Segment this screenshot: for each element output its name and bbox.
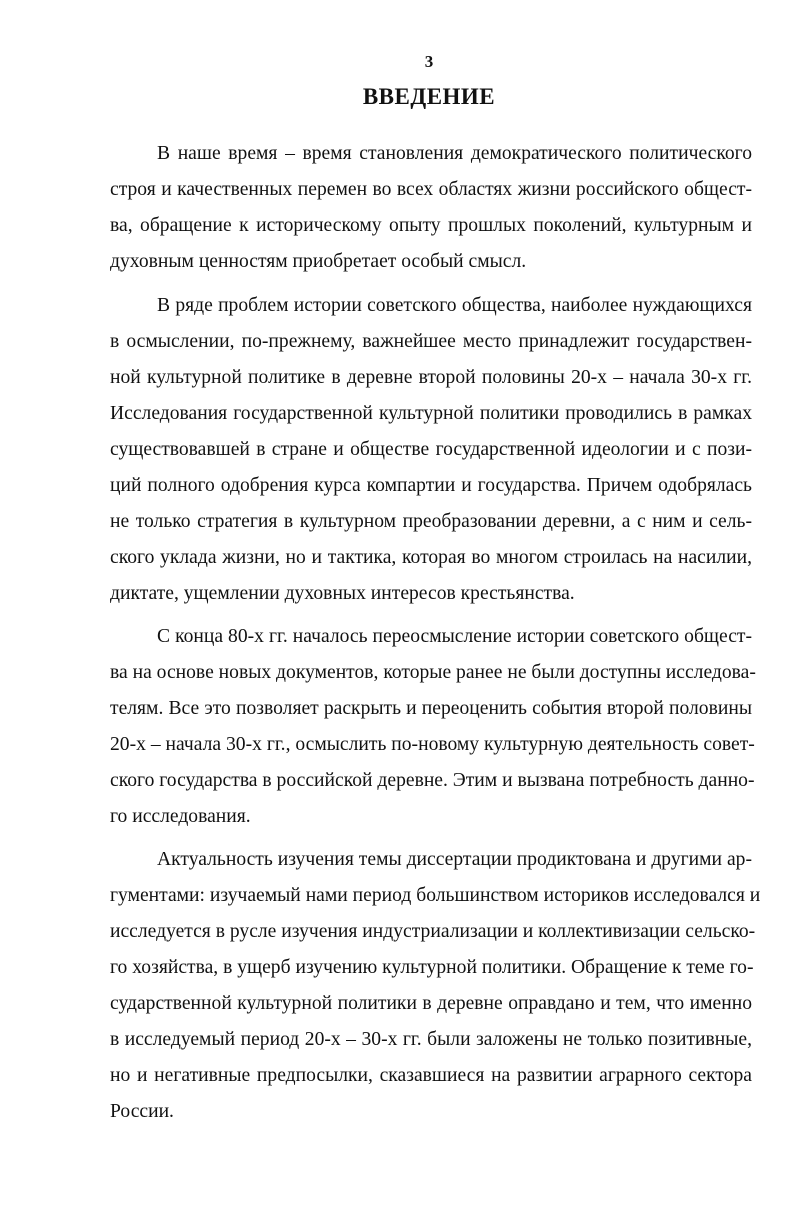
page-number: 3	[424, 52, 434, 71]
text-line: С конца 80-х гг. началось переосмысление истории советского общест-	[157, 626, 752, 647]
text-line: В ряде проблем истории советского общества, наиболее нуждающихся	[157, 295, 752, 316]
text-line: ва на основе новых документов, которые ранее не были доступны исследова-	[110, 662, 756, 683]
text-line: духовным ценностям приобретает особый смысл.	[110, 251, 527, 272]
text-line: го хозяйства, в ущерб изучению культурной политики. Обращение к теме го-	[110, 957, 754, 978]
text-line: телям. Все это позволяет раскрыть и переоценить события второй половины	[110, 698, 752, 719]
text-line: го исследования.	[110, 806, 251, 827]
text-line: не только стратегия в культурном преобразовании деревни, а с ним и сель-	[110, 511, 752, 532]
text-line: в исследуемый период 20-х – 30-х гг. были заложены не только позитивные,	[110, 1029, 752, 1050]
text-line: Актуальность изучения темы диссертации продиктована и другими ар-	[157, 849, 752, 870]
paragraph-1	[110, 136, 752, 280]
text-line: ского уклада жизни, но и тактика, которая во многом строилась на насилии,	[110, 547, 752, 568]
page-title: ВВЕДЕНИЕ	[362, 84, 496, 109]
text-line: Исследования государственной культурной политики проводились в рамках	[110, 403, 752, 424]
paragraph-3	[110, 619, 756, 835]
text-line: в осмыслении, по-прежнему, важнейшее место принадлежит государствен-	[110, 331, 752, 352]
paragraph-2	[110, 288, 752, 612]
text-line: ной культурной политике в деревне второй половины 20-х – начала 30-х гг.	[110, 367, 752, 388]
text-line: В наше время – время становления демократического политического	[157, 143, 752, 164]
text-line: России.	[110, 1101, 174, 1122]
document-body	[110, 136, 761, 1130]
text-line: гументами: изучаемый нами период большинством историков исследовался и	[110, 885, 761, 906]
paragraph-4	[110, 842, 761, 1130]
text-line: исследуется в русле изучения индустриализации и коллективизации сельско-	[110, 921, 756, 942]
text-line: диктате, ущемлении духовных интересов крестьянства.	[110, 583, 575, 604]
text-line: существовавшей в стране и обществе государственной идеологии и с пози-	[110, 439, 752, 460]
text-line: строя и качественных перемен во всех областях жизни российского общест-	[110, 179, 752, 200]
text-line: ского государства в российской деревне. Этим и вызвана потребность данно-	[110, 770, 755, 791]
text-line: ций полного одобрения курса компартии и государства. Причем одобрялась	[110, 475, 752, 496]
text-line: сударственной культурной политики в деревне оправдано и тем, что именно	[110, 993, 752, 1014]
text-line: 20-х – начала 30-х гг., осмыслить по-новому культурную деятельность совет-	[110, 734, 755, 755]
text-line: ва, обращение к историческому опыту прошлых поколений, культурным и	[110, 215, 752, 236]
text-line: но и негативные предпосылки, сказавшиеся на развитии аграрного сектора	[110, 1065, 752, 1086]
